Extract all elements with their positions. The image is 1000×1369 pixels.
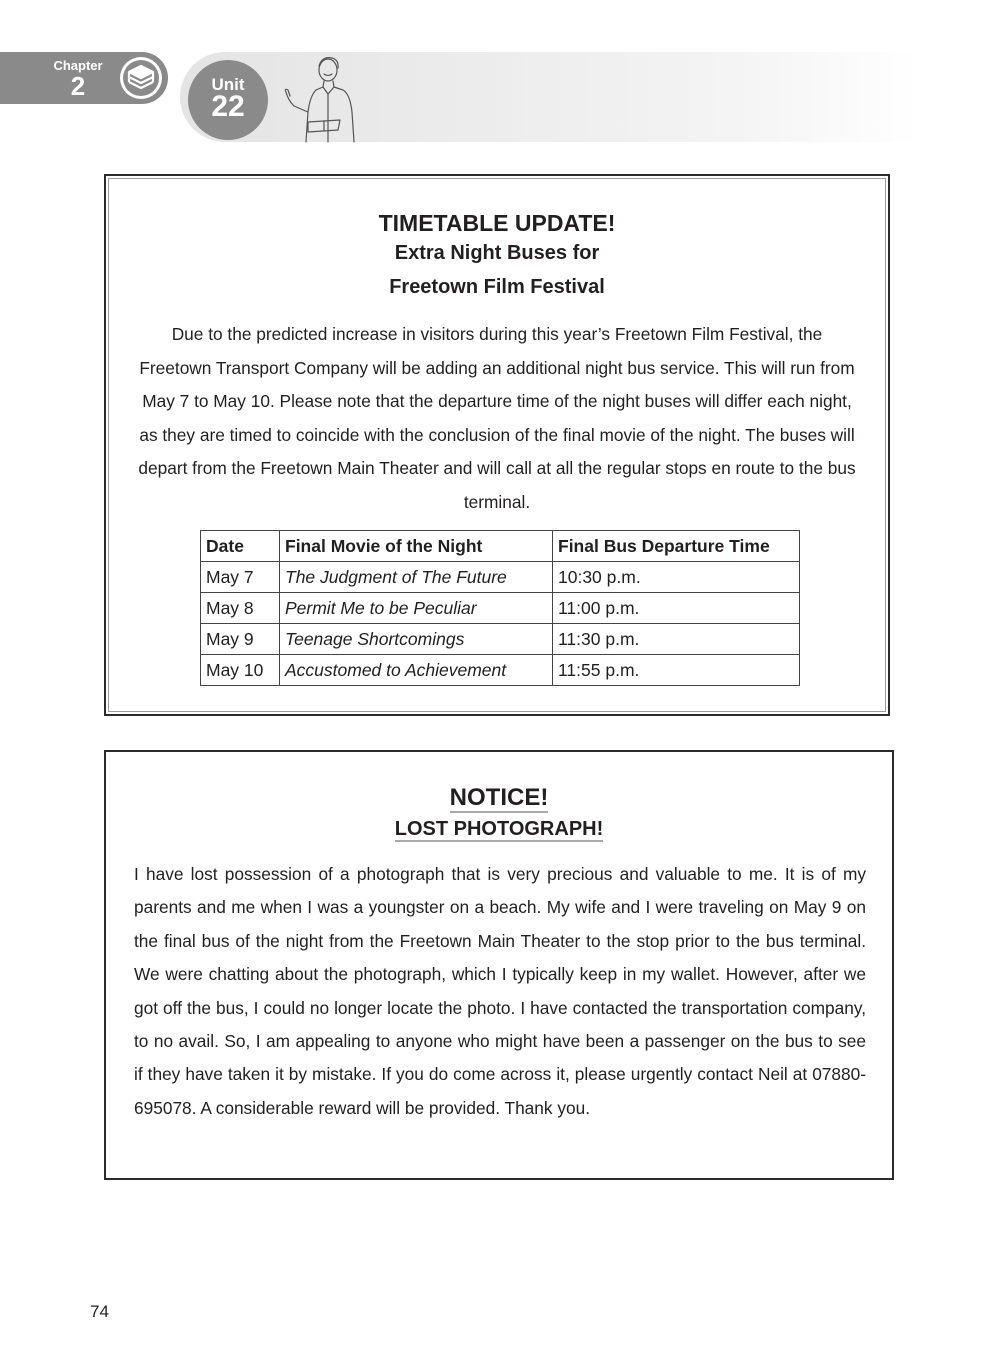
table-row <box>201 593 800 624</box>
column-header-departure: Final Bus Departure Time <box>553 531 800 562</box>
notice-body: Due to the predicted increase in visitors during this year’s Freetown Film Festival, the Freetown Transport Company will be adding an additional night bus service. This will run from May 7 to May 10. Please note that the departure time of the night buses will differ each night, as they are timed to coincide with the conclusion of the final movie of the night. The buses will depart from the Freetown Main Theater and will call at all the regular stops en route to the bus terminal. <box>138 324 856 512</box>
column-header-movie: Final Movie of the Night <box>280 531 553 562</box>
departure-time-cell: 10:30 p.m. <box>553 562 800 593</box>
unit-number: 22 <box>211 90 245 123</box>
date-cell: May 9 <box>201 624 280 655</box>
chapter-label: Chapter <box>53 58 103 73</box>
notice-title <box>106 784 892 812</box>
movie-cell: Accustomed to Achievement <box>280 655 553 686</box>
table-row <box>201 624 800 655</box>
column-header-date: Date <box>201 531 280 562</box>
unit-label: Unit <box>211 75 245 94</box>
stacked-books-icon <box>118 55 164 101</box>
notice-body: I have lost possession of a photograph that is very precious and valuable to me. It is of my parents and me when I was a youngster on a beach. My wife and I were traveling on May 9 on the final bus of the night from the Freetown Main Theater to the stop prior to the bus terminal. We were chatting about the photograph, which I typically keep in my wallet. However, after we got off the bus, I could no longer locate the photo. I have contacted the transportation company, to no avail. So, I am appealing to anyone who might have been a passenger on the bus to see if they have taken it by mistake. If you do come across it, please urgently contact Neil at 07880-695078. A considerable reward will be provided. Thank you. <box>134 864 866 1118</box>
lost-photograph-notice <box>104 750 894 1180</box>
date-cell: May 7 <box>201 562 280 593</box>
notice-title-text: NOTICE! <box>449 784 549 811</box>
chapter-number: 2 <box>70 71 86 101</box>
table-header-row <box>201 531 800 562</box>
notice-title: TIMETABLE UPDATE! <box>378 210 616 236</box>
date-cell: May 10 <box>201 655 280 686</box>
movie-cell: The Judgment of The Future <box>280 562 553 593</box>
teacher-illustration <box>276 52 372 144</box>
bus-timetable <box>200 530 800 686</box>
unit-badge <box>188 60 268 140</box>
chapter-tab <box>0 52 168 104</box>
departure-time-cell: 11:30 p.m. <box>553 624 800 655</box>
departure-time-cell: 11:55 p.m. <box>553 655 800 686</box>
departure-time-cell: 11:00 p.m. <box>553 593 800 624</box>
timetable-update-notice <box>104 174 890 716</box>
table-row <box>201 562 800 593</box>
movie-cell: Teenage Shortcomings <box>280 624 553 655</box>
date-cell: May 8 <box>201 593 280 624</box>
table-row <box>201 655 800 686</box>
notice-subtitle-text: LOST PHOTOGRAPH! <box>394 818 604 840</box>
movie-cell: Permit Me to be Peculiar <box>280 593 553 624</box>
notice-subtitle-line2: Freetown Film Festival <box>389 276 605 298</box>
notice-subtitle <box>106 818 892 841</box>
page-number: 74 <box>90 1302 109 1321</box>
notice-subtitle-line1: Extra Night Buses for <box>394 242 600 264</box>
